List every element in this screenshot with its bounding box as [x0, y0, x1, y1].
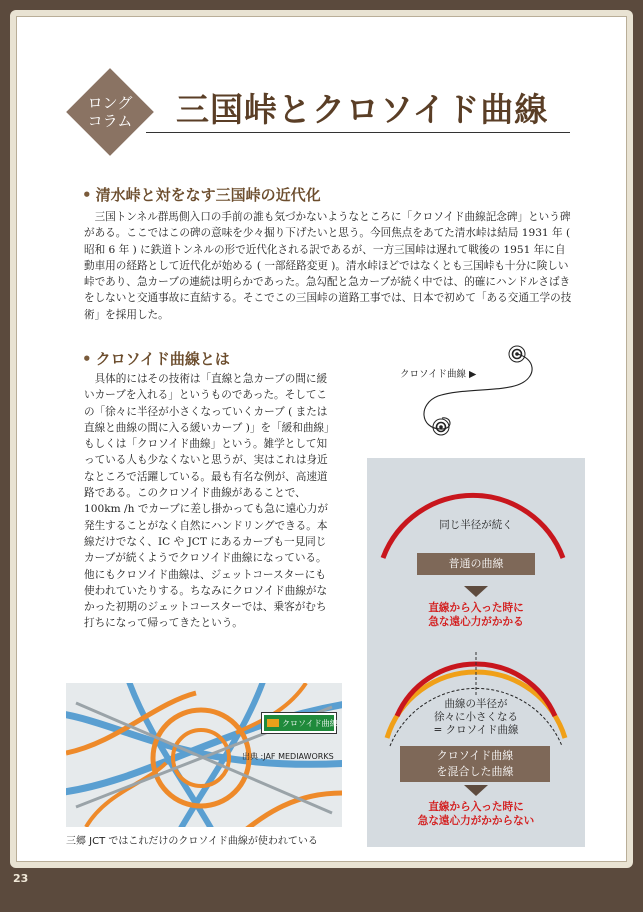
sign-text: クロソイド曲線: [282, 718, 338, 728]
section1-body: 三国トンネル群馬側入口の手前の誰も気づかないようなところに「クロソイド曲線記念碑」という碑がある。ここではこの碑の意味を少々掘り下げたいと思う。今回焦点をあてた清水峠は結局 1931 年 ( 昭和 6 年 ) に鉄道トンネルの形で近代化される訳であるが、一方三国峠は遅れて戦後の 1951 年に自動車用の経路として近代化が始める ( 一部経路変更 )。清水峠ほどではなくとも三国峠も十分に険しい峠であり、急カーブの連続は明らかであった。急勾配と急カーブが続く中では、的確にハンドルさばきをしないと交通事故に直結する。そこでこの三国峠の道路工事では、日本で初めて「ある交通工学の技術」を採用した。: [84, 211, 572, 321]
title-rule: [146, 132, 570, 133]
badge-line1: ロング: [87, 94, 133, 112]
clothoid-spiral-diagram: [410, 336, 540, 446]
clothoid-label: クロソイド曲線 ▶: [400, 369, 477, 380]
warning2-line1: 直線から入った時に: [428, 801, 524, 813]
bullet-icon: •: [82, 186, 92, 204]
photo-caption: 三郷 JCT ではこれだけのクロソイド曲線が使われている: [66, 836, 318, 847]
page-title: 三国峠とクロソイド曲線: [176, 90, 549, 129]
mix-line2: 徐々に小さくなる: [434, 711, 518, 723]
warning-no-centrifugal: [367, 800, 585, 828]
warning1-line2: 急な遠心力がかかる: [428, 616, 524, 628]
long-column-badge: [70, 72, 150, 152]
clothoid-road-sign: [262, 713, 336, 733]
curve-comparison-panel: [367, 458, 585, 847]
section2-heading: [82, 348, 230, 369]
section1-heading-text: 清水峠と対をなす三国峠の近代化: [95, 186, 321, 204]
mix-line1: 曲線の半径が: [444, 698, 508, 710]
badge-line2: コラム: [87, 112, 133, 130]
bullet-icon: •: [82, 350, 92, 368]
sign-arrow-icon: [267, 719, 279, 727]
photo-source: 出典 :JAF MEDIAWORKS: [242, 752, 334, 761]
mix-line3: = クロソイド曲線: [433, 724, 519, 736]
box2-line2: を混合した曲線: [436, 765, 514, 778]
section2-body: 具体的にはその技術は「直線と急カーブの間に緩いカーブを入れる」というものであった。そしてこの「徐々に半径が小さくなっていくカーブ ( または直線と曲線の間に入る緩いカーブ )」を「緩和曲線」もしくは「クロソイド曲線」という。雑学として知っている人も少なくないと思うが、実はこれは身近なところで活躍している。最も有名な例が、高速道路である。このクロソイド曲線があることで、100km /h でカーブに差し掛かっても急に遠心力が発生することがなく自然にハンドリングできる。本線だけでなく、IC や JCT にあるカーブも一見同じカーブが続くようでクロソイド曲線になっている。他にもクロソイド曲線は、ジェットコースターにも使われていたりする。ちなみにクロソイド曲線がなかった初期のジェットコースターでは、乗客がむち打ちになって帰ってきたという。: [84, 373, 330, 630]
warning-centrifugal: [367, 601, 585, 629]
same-radius-label: 同じ半径が続く: [439, 519, 513, 531]
warning2-line2: 急な遠心力がかからない: [417, 815, 535, 827]
normal-curve-box: 普通の曲線: [417, 553, 535, 575]
page-number: 23: [13, 872, 29, 885]
clothoid-description: [367, 698, 585, 737]
box2-line1: クロソイド曲線: [436, 749, 514, 762]
section1-heading: [82, 184, 321, 205]
clothoid-mixed-box: [400, 746, 550, 782]
warning1-line1: 直線から入った時に: [428, 602, 524, 614]
section2-heading-text: クロソイド曲線とは: [95, 350, 230, 368]
badge-text: [70, 72, 150, 152]
